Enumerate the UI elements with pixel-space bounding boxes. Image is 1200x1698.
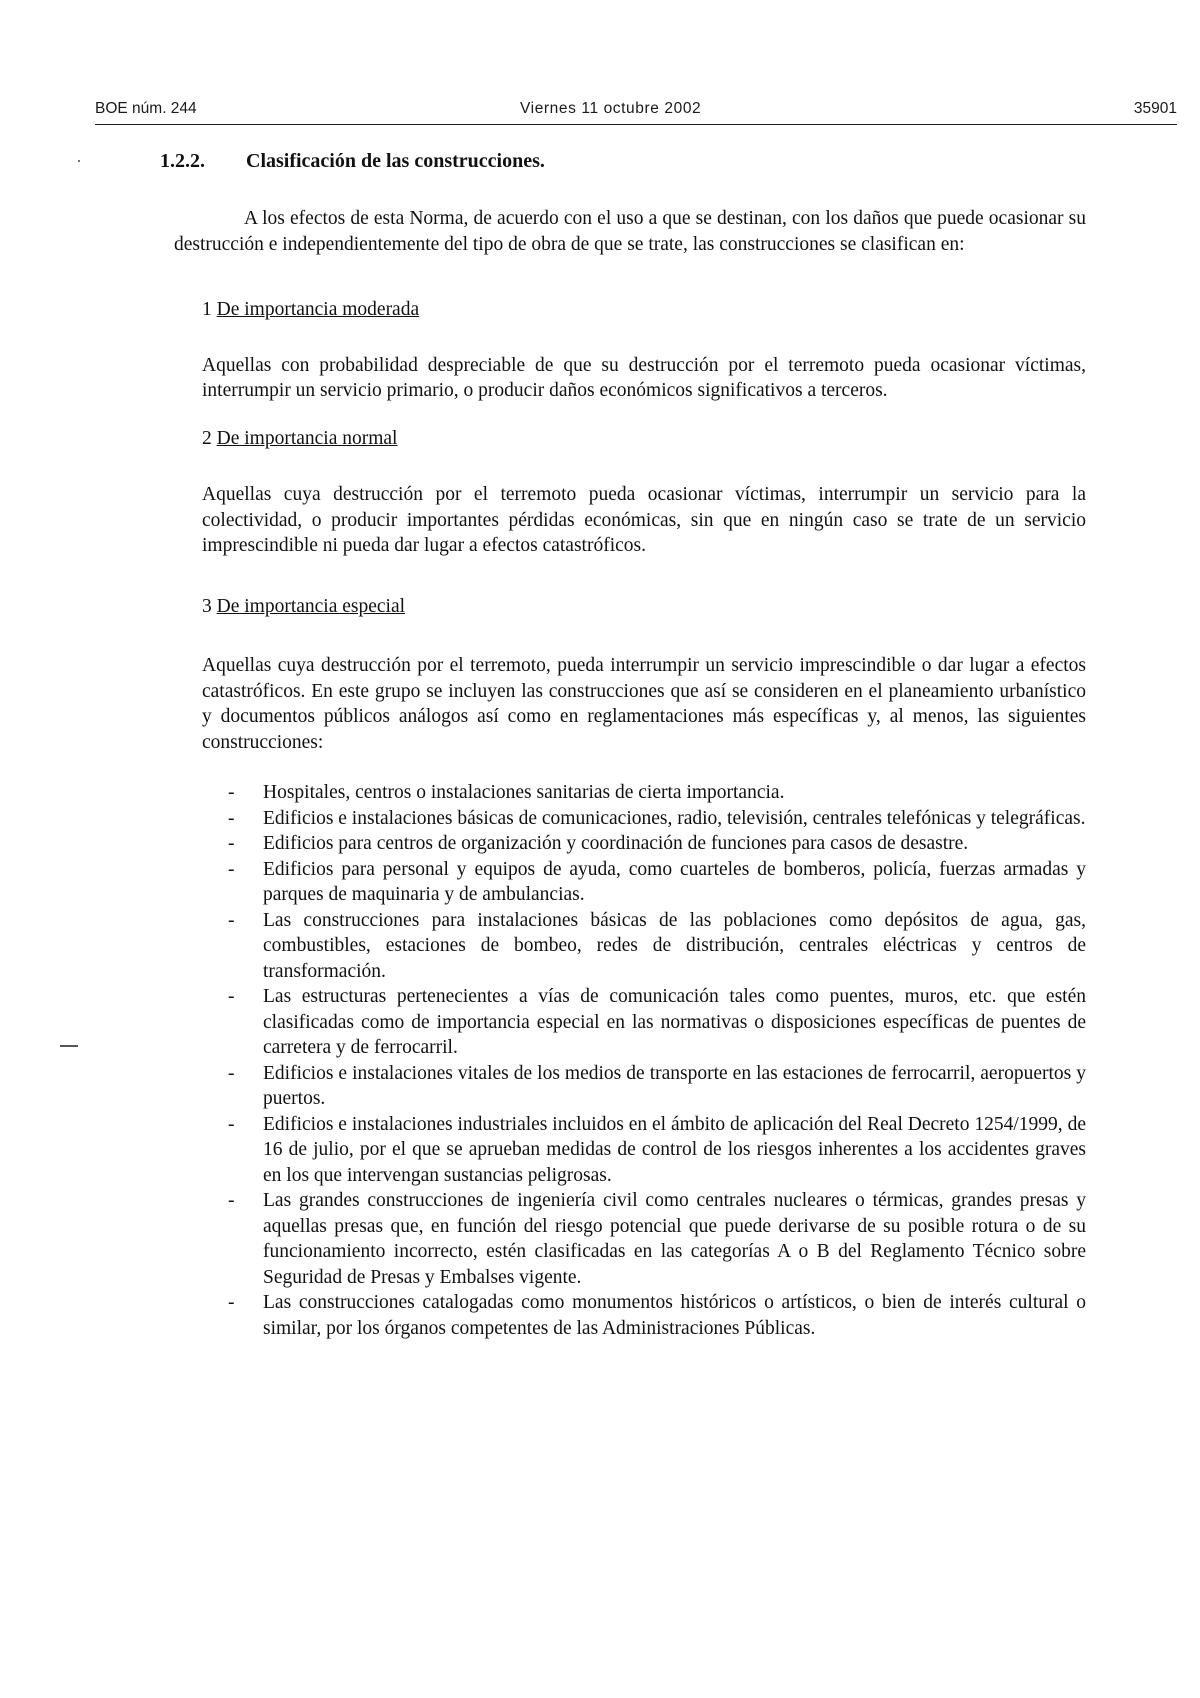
special-constructions-list xyxy=(174,780,1086,1341)
section-title-text: Clasificación de las construcciones. xyxy=(246,150,545,172)
bullet-dash: - xyxy=(228,909,235,931)
header-page-number: 35901 xyxy=(1133,100,1177,117)
list-item: - Edificios e instalaciones básicas de comunicaciones, radio, televisión, centrales telefónicas y telegráficas. xyxy=(202,806,1086,832)
bullet-dash: - xyxy=(228,833,235,854)
class-2-heading xyxy=(174,426,1086,452)
list-item: - Las construcciones catalogadas como monumentos históricos o artísticos, o bien de interés cultural o similar, por los órganos competentes de las Administraciones Públicas. xyxy=(228,1292,1086,1339)
list-item: - Edificios e instalaciones industriales incluidos en el ámbito de aplicación del Real Decreto 1254/1999, de 16 de julio, por el que se aprueban medidas de control de los riesgos inherentes a los accidentes graves en los que intervengan sustancias peligrosas. xyxy=(228,1113,1086,1186)
section-title xyxy=(160,150,545,173)
bullet-dash: - xyxy=(228,858,235,880)
margin-mark xyxy=(60,1045,78,1047)
class-3-heading xyxy=(174,594,1086,620)
class-3-label: De importancia especial xyxy=(216,595,406,617)
header-publication: BOE núm. 244 xyxy=(95,100,197,117)
bullet-dash: - xyxy=(228,1190,235,1211)
list-item: - Edificios e instalaciones vitales de los medios de transporte en las estaciones de ferrocarril, aeropuertos y puertos. xyxy=(228,1062,1086,1109)
list-item: - Las grandes construcciones de ingeniería civil como centrales nucleares o térmicas, grandes presas y aquellas presas que, en función del riesgo potencial que puede derivarse de su posible rotura o de su funcionamiento incorrecto, estén clasificadas en las categorías A o B del Reglamento Técnico sobre Seguridad de Presas y Embalses vigente. xyxy=(228,1190,1086,1288)
document-body xyxy=(174,206,1086,1341)
class-1-heading xyxy=(174,297,1086,323)
bullet-dash: - xyxy=(228,986,235,1007)
list-item: - Las construcciones para instalaciones básicas de las poblaciones como depósitos de agua, gas, combustibles, estaciones de bombeo, redes de distribución, centrales eléctricas y centros de transformación. xyxy=(228,909,1086,982)
bullet-dash: - xyxy=(228,782,235,803)
header-date: Viernes 11 octubre 2002 xyxy=(520,100,702,117)
intro-paragraph: A los efectos de esta Norma, de acuerdo con el uso a que se destinan, con los daños que puede ocasionar su destrucción e independientemente del tipo de obra de que se trate, las construcciones se clasifican en: xyxy=(174,208,1086,255)
class-3-number: 3 xyxy=(202,595,212,617)
class-1-number: 1 xyxy=(202,299,212,320)
class-1-label: De importancia moderada xyxy=(216,299,420,320)
class-1-text: Aquellas con probabilidad despreciable de que su destrucción por el terremoto pueda ocasionar víctimas, interrumpir un servicio primario, o producir daños económicos significativos a terceros. xyxy=(202,354,1086,401)
scan-speck xyxy=(78,160,80,162)
class-2-label: De importancia normal xyxy=(216,427,398,449)
bullet-dash: - xyxy=(228,1062,235,1084)
bullet-dash: - xyxy=(228,807,235,829)
class-2-number: 2 xyxy=(202,427,212,449)
class-3-text: Aquellas cuya destrucción por el terremoto, pueda interrumpir un servicio imprescindible o dar lugar a efectos catastróficos. En este grupo se incluyen las construcciones que así se consideren en el planeamiento urbanístico y documentos públicos análogos así como en reglamentaciones más específicas y, al menos, las siguientes construcciones: xyxy=(202,655,1086,753)
bullet-dash: - xyxy=(228,1113,235,1135)
bullet-dash: - xyxy=(228,1292,235,1313)
list-item: - Hospitales, centros o instalaciones sanitarias de cierta importancia. xyxy=(202,780,1086,806)
list-item: - Edificios para centros de organización y coordinación de funciones para casos de desastre. xyxy=(202,831,1086,857)
page-header xyxy=(95,98,1177,125)
class-2-text: Aquellas cuya destrucción por el terremoto pueda ocasionar víctimas, interrumpir un servicio para la colectividad, o producir importantes pérdidas económicas, sin que en ningún caso se trate de un servicio imprescindible ni pueda dar lugar a efectos catastróficos. xyxy=(202,484,1086,556)
list-item: - Edificios para personal y equipos de ayuda, como cuarteles de bomberos, policía, fuerzas armadas y parques de maquinaria y de ambulancias. xyxy=(228,858,1086,905)
list-item: - Las estructuras pertenecientes a vías de comunicación tales como puentes, muros, etc. que estén clasificadas como de importancia especial en las normativas o disposiciones específicas de puentes de carretera y de ferrocarril. xyxy=(228,986,1086,1058)
section-number: 1.2.2. xyxy=(160,150,205,172)
